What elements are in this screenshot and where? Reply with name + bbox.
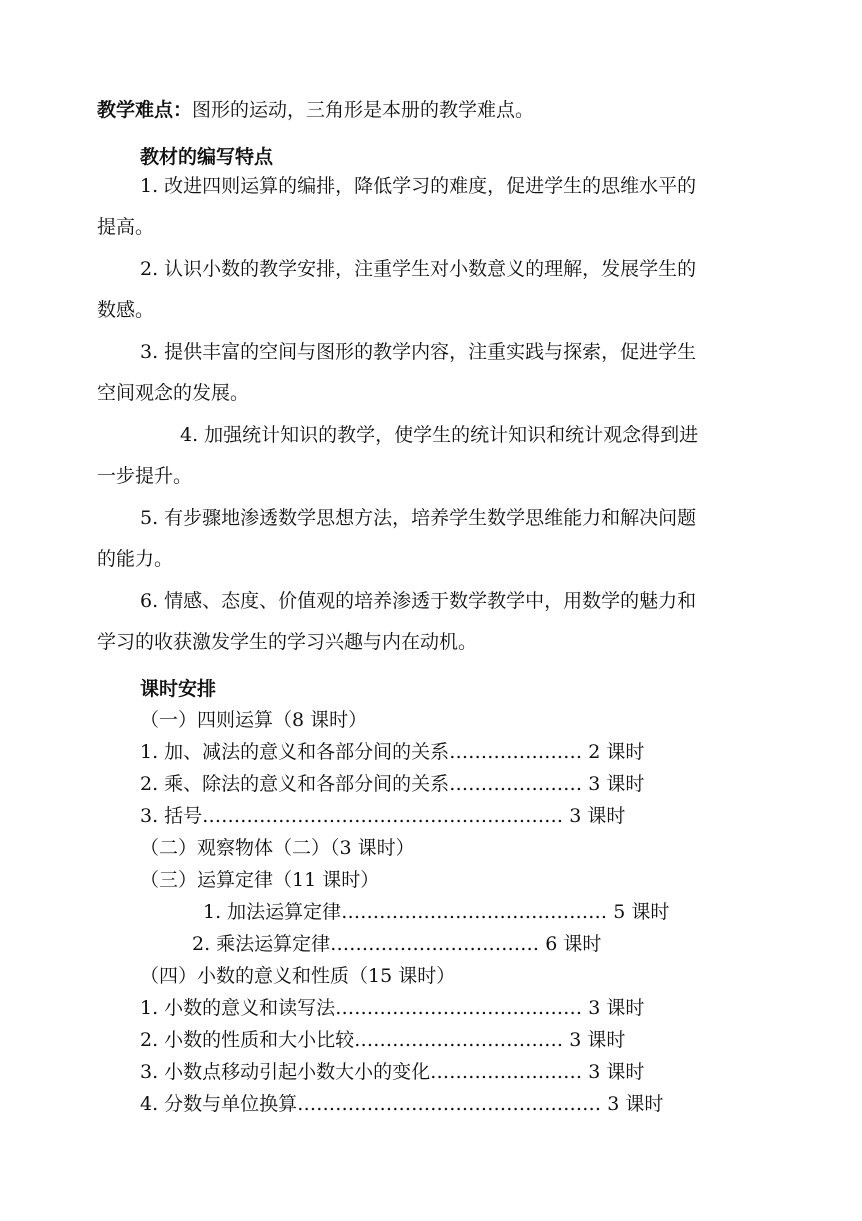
feature-item-3-line2: 空间观念的发展。	[97, 382, 250, 404]
feature-item-6-line2: 学习的收获激发学生的学习兴趣与内在动机。	[97, 631, 478, 653]
difficulty-label: 教学难点：	[97, 99, 193, 121]
features-heading: 教材的编写特点	[140, 146, 274, 168]
feature-item-4-line1: 4. 加强统计知识的教学，使学生的统计知识和统计观念得到进	[180, 424, 699, 446]
feature-item-6-line1: 6. 情感、态度、价值观的培养渗透于数学教学中，用数学的魅力和	[140, 590, 697, 612]
schedule-item: 4. 分数与单位换算………………………………………… 3 课时	[140, 1093, 664, 1115]
schedule-unit-1: （一）四则运算（8 课时）	[140, 709, 368, 731]
feature-item-2-line1: 2. 认识小数的教学安排，注重学生对小数意义的理解，发展学生的	[140, 258, 697, 280]
feature-item-2-line2: 数感。	[97, 299, 155, 321]
schedule-unit-3: （三）运算定律（11 课时）	[140, 869, 380, 891]
schedule-item: 3. 小数点移动引起小数大小的变化…………………… 3 课时	[140, 1061, 645, 1083]
feature-item-5-line2: 的能力。	[97, 548, 174, 570]
feature-item-1-line2: 提高。	[97, 216, 155, 238]
schedule-item: 1. 加法运算定律…………………………………… 5 课时	[203, 901, 670, 923]
schedule-item: 1. 小数的意义和读写法………………………………… 3 课时	[140, 997, 645, 1019]
difficulty-text: 图形的运动，三角形是本册的教学难点。	[192, 99, 535, 121]
schedule-item: 1. 加、减法的意义和各部分间的关系………………… 2 课时	[140, 741, 645, 763]
schedule-item: 2. 小数的性质和大小比较…………………………… 3 课时	[140, 1029, 626, 1051]
schedule-unit-2: （二）观察物体（二）（3 课时）	[140, 837, 415, 859]
schedule-heading: 课时安排	[140, 678, 217, 700]
schedule-item: 2. 乘、除法的意义和各部分间的关系………………… 3 课时	[140, 773, 645, 795]
schedule-unit-4: （四）小数的意义和性质（15 课时）	[140, 965, 456, 987]
schedule-item: 2. 乘法运算定律…………………………… 6 课时	[192, 933, 602, 955]
feature-item-1-line1: 1. 改进四则运算的编排，降低学习的难度，促进学生的思维水平的	[140, 175, 697, 197]
feature-item-4-line2: 一步提升。	[97, 465, 193, 487]
schedule-item: 3. 括号………………………………………………… 3 课时	[140, 805, 626, 827]
difficulty-paragraph	[97, 98, 534, 122]
feature-item-5-line1: 5. 有步骤地渗透数学思想方法，培养学生数学思维能力和解决问题	[140, 507, 697, 529]
feature-item-3-line1: 3. 提供丰富的空间与图形的教学内容，注重实践与探索，促进学生	[140, 341, 697, 363]
